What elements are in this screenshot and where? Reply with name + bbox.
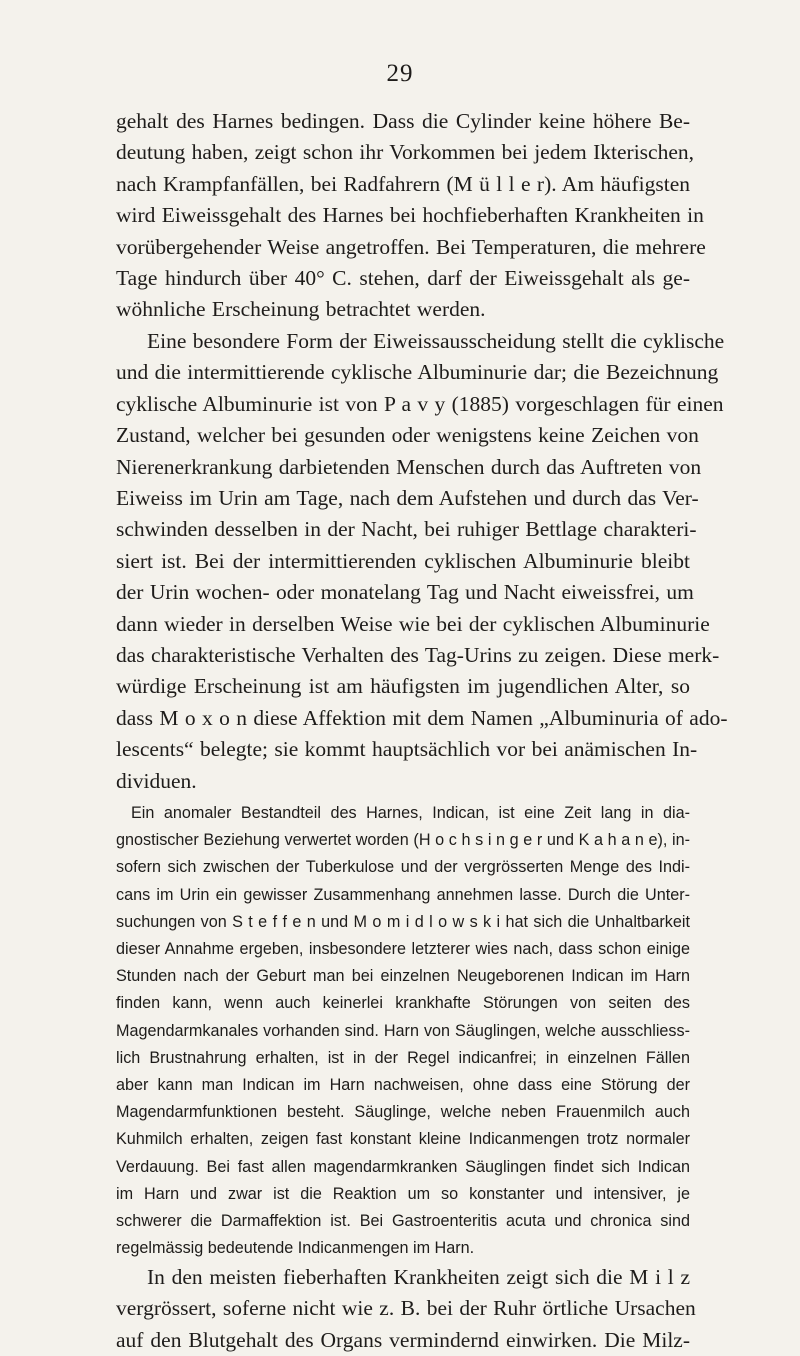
text-line: vergrössert, soferne nicht wie z. B. bei der Ruhr örtliche Ursachen [116, 1296, 696, 1321]
text-line: sofern sich zwischen der Tuberkulose und der vergrösserten Menge des Indi- [116, 858, 690, 877]
text-line: Verdauung. Bei fast allen magendarmkranken Säuglingen findet sich Indican [116, 1157, 690, 1176]
text-line: Eine besondere Form der Eiweissausscheidung stellt die cyklische [147, 329, 725, 353]
text-line: regelmässig bedeutende Indicanmengen im Harn. [116, 1239, 475, 1258]
text-line: lescents“ belegte; sie kommt hauptsächlich vor bei anämischen In- [116, 737, 698, 762]
text-line: dividuen. [116, 768, 197, 793]
text-line: Zustand, welcher bei gesunden oder wenigstens keine Zeichen von [116, 423, 699, 448]
paragraph-2 [116, 326, 728, 797]
text-line: dann wieder in derselben Weise wie bei der cyklischen Albuminurie [116, 611, 710, 636]
text-line: Nierenerkrankung darbietenden Menschen durch das Auftreten von [116, 454, 702, 479]
text-line: Tage hindurch über 40° C. stehen, darf der Eiweissgehalt als ge- [116, 266, 690, 291]
paragraph-3 [116, 1262, 696, 1356]
text-line: suchungen von S t e f f e n und M o m i d l o w s k i hat sich die Unhaltbarkeit [116, 912, 690, 931]
text-line: der Urin wochen- oder monatelang Tag und Nacht eiweissfrei, um [116, 580, 694, 605]
text-line: cans im Urin ein gewisser Zusammenhang annehmen lasse. Durch die Unter- [116, 885, 690, 904]
text-line: cyklische Albuminurie ist von P a v y (1885) vorgeschlagen für einen [116, 391, 724, 416]
text-line: auf den Blutgehalt des Organs vermindernd einwirken. Die Milz- [116, 1327, 690, 1352]
text-line: Magendarmkanales vorhanden sind. Harn von Säuglingen, welche ausschliess- [116, 1021, 690, 1040]
small-print-paragraph [116, 800, 690, 1262]
text-line: wird Eiweissgehalt des Harnes bei hochfieberhaften Krankheiten in [116, 203, 704, 228]
text-line: Kuhmilch erhalten, zeigen fast konstant kleine Indicanmengen trotz normaler [116, 1130, 690, 1149]
text-line: gnostischer Beziehung verwertet worden (H o c h s i n g e r und K a h a n e), in- [116, 831, 690, 850]
text-line: im Harn und zwar ist die Reaktion um so konstanter und intensiver, je [116, 1184, 690, 1203]
text-line: vorübergehender Weise angetroffen. Bei Temperaturen, die mehrere [116, 234, 706, 259]
text-line: Magendarmfunktionen besteht. Säuglinge, welche neben Frauenmilch auch [116, 1103, 690, 1122]
text-line: würdige Erscheinung ist am häufigsten im jugendlichen Alter, so [116, 674, 690, 699]
text-line: und die intermittierende cyklische Albuminurie dar; die Bezeichnung [116, 360, 719, 385]
page-number: 29 [386, 60, 414, 87]
text-line: dieser Annahme ergeben, insbesondere letzterer wies nach, dass schon einige [116, 940, 690, 959]
text-line: lich Brustnahrung erhalten, ist in der Regel indicanfrei; in einzelnen Fällen [116, 1048, 690, 1067]
text-line: finden kann, wenn auch keinerlei krankhafte Störungen von seiten des [116, 994, 690, 1013]
text-line: nach Krampfanfällen, bei Radfahrern (M ü l l e r). Am häufigsten [116, 171, 690, 196]
text-line: das charakteristische Verhalten des Tag-Urins zu zeigen. Diese merk- [116, 643, 720, 668]
text-line: schwerer die Darmaffektion ist. Bei Gastroenteritis acuta und chronica sind [116, 1212, 690, 1231]
text-line: Stunden nach der Geburt man bei einzelnen Neugeborenen Indican im Harn [116, 967, 690, 986]
text-line: In den meisten fieberhaften Krankheiten zeigt sich die M i l z [147, 1265, 690, 1289]
text-line: Ein anomaler Bestandteil des Harnes, Indican, ist eine Zeit lang in dia- [131, 804, 690, 822]
text-line: dass M o x o n diese Affektion mit dem Namen „Albuminuria of ado- [116, 705, 728, 730]
text-line: Eiweiss im Urin am Tage, nach dem Aufstehen und durch das Ver- [116, 486, 699, 511]
text-line: schwinden desselben in der Nacht, bei ruhiger Bettlage charakteri- [116, 517, 697, 542]
text-line: gehalt des Harnes bedingen. Dass die Cylinder keine höhere Be- [116, 109, 690, 133]
text-line: deutung haben, zeigt schon ihr Vorkommen bei jedem Ikterischen, [116, 140, 695, 165]
text-line: aber kann man Indican im Harn nachweisen, ohne dass eine Störung der [116, 1076, 690, 1095]
text-line: wöhnliche Erscheinung betrachtet werden. [116, 297, 486, 322]
text-line: siert ist. Bei der intermittierenden cyklischen Albuminurie bleibt [116, 548, 690, 573]
paragraph-1 [116, 106, 706, 326]
